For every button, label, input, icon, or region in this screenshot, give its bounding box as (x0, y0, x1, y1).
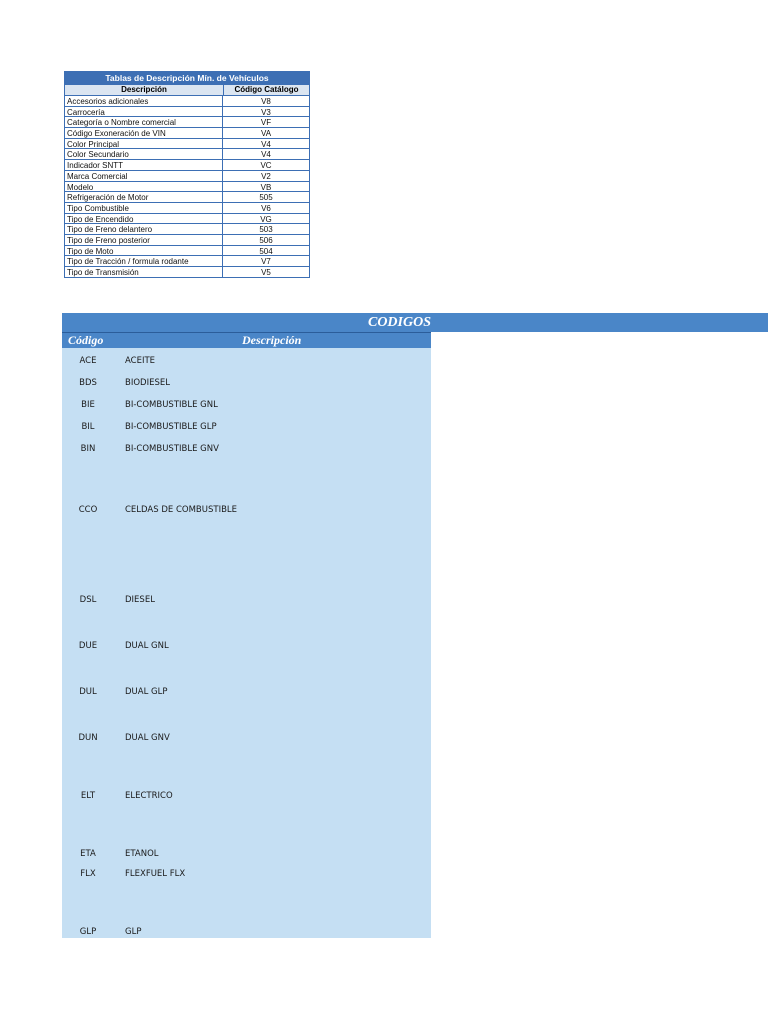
code-row-description: ELECTRICO (125, 791, 173, 801)
catalog-row-description: Modelo (65, 182, 223, 192)
code-row-description: DUAL GLP (125, 687, 168, 697)
code-row-code: BIL (81, 422, 95, 432)
code-row-code: DSL (79, 595, 97, 605)
code-row-description: ACEITE (125, 356, 156, 366)
catalog-row-code: VG (260, 214, 272, 224)
codes-table-body (62, 348, 431, 938)
code-row-description: BI-COMBUSTIBLE GNV (125, 444, 219, 454)
code-row-code: DUN (78, 733, 98, 743)
code-row-code: BIN (80, 444, 96, 454)
catalog-row (64, 182, 310, 193)
codes-column-header (62, 333, 431, 348)
code-row-description: BIODIESEL (125, 378, 170, 388)
code-row-description: GLP (125, 927, 142, 937)
catalog-row (64, 256, 310, 267)
code-row-description: DUAL GNL (125, 641, 169, 651)
catalog-row-description: Carrocería (65, 107, 223, 117)
code-row-description: FLEXFUEL FLX (125, 869, 186, 879)
code-row-code: BDS (79, 378, 97, 388)
catalog-row (64, 96, 310, 107)
code-row-code: GLP (79, 927, 97, 937)
codes-header-description: Descripción (242, 333, 302, 347)
code-row-code: CCO (78, 505, 98, 515)
codes-header-bar (62, 313, 768, 332)
catalog-row-description: Accesorios adicionales (65, 96, 223, 106)
code-row-code: ELT (80, 791, 96, 801)
catalog-row (64, 149, 310, 160)
code-row-code: ACE (79, 356, 97, 366)
code-row-description: BI-COMBUSTIBLE GNL (125, 400, 218, 410)
catalog-row-description: Tipo Combustible (65, 203, 223, 213)
catalog-row-code: VC (260, 161, 272, 171)
catalog-row-code: V4 (261, 139, 271, 149)
catalog-title: Tablas de Descripción Mín. de Vehículos (64, 71, 310, 85)
catalog-row (64, 160, 310, 171)
catalog-header-description: Descripción (65, 85, 224, 95)
catalog-rows (64, 96, 310, 278)
catalog-table (64, 71, 310, 278)
catalog-row-description: Tipo de Freno posterior (65, 235, 223, 245)
catalog-row-code: 504 (259, 246, 273, 256)
catalog-row (64, 192, 310, 203)
code-row (62, 639, 431, 653)
code-row-code: DUE (78, 641, 98, 651)
catalog-row (64, 203, 310, 214)
catalog-row (64, 107, 310, 118)
catalog-row-description: Color Principal (65, 139, 223, 149)
catalog-row-code: 503 (259, 225, 273, 235)
codes-header-code: Código (68, 333, 104, 347)
code-row (62, 376, 431, 390)
code-row (62, 847, 431, 861)
code-row (62, 398, 431, 412)
code-row-code: DUL (79, 687, 97, 697)
code-row (62, 925, 431, 939)
code-row-code: BIE (81, 400, 95, 410)
catalog-row-description: Código Exoneración de VIN (65, 128, 223, 138)
code-row (62, 420, 431, 434)
catalog-row-code: V2 (261, 171, 271, 181)
code-row (62, 354, 431, 368)
catalog-row-description: Tipo de Transmisión (65, 267, 223, 277)
catalog-row-description: Categoría o Nombre comercial (65, 117, 223, 127)
catalog-row (64, 267, 310, 278)
code-row-description: DIESEL (125, 595, 155, 605)
catalog-row-code: V4 (261, 150, 271, 160)
catalog-row-code: V7 (261, 257, 271, 267)
catalog-row-code: 505 (259, 193, 273, 203)
catalog-row (64, 214, 310, 225)
code-row (62, 789, 431, 803)
code-row-description: CELDAS DE COMBUSTIBLE (125, 505, 238, 515)
catalog-row-code: V5 (261, 268, 271, 277)
catalog-row-code: VA (260, 129, 272, 139)
catalog-row-code: 506 (259, 235, 273, 245)
catalog-header-code: Código Catálogo (234, 85, 299, 94)
catalog-row-code: V3 (261, 107, 271, 117)
catalog-row-description: Indicador SNTT (65, 160, 223, 170)
codes-title: CODIGOS (367, 315, 431, 330)
code-row-code: FLX (80, 869, 96, 879)
code-row (62, 685, 431, 699)
code-row-description: DUAL GNV (125, 733, 170, 743)
catalog-row (64, 246, 310, 257)
code-row (62, 731, 431, 745)
catalog-row-description: Marca Comercial (65, 171, 223, 181)
code-row (62, 867, 431, 881)
catalog-row-description: Tipo de Moto (65, 246, 223, 256)
catalog-row-description: Tipo de Tracción / formula rodante (65, 256, 223, 266)
code-row (62, 442, 431, 456)
catalog-row-code: V8 (261, 97, 271, 106)
catalog-row-code: VB (260, 182, 272, 192)
code-row-description: BI-COMBUSTIBLE GLP (125, 422, 217, 432)
catalog-row-code: V6 (261, 203, 271, 213)
catalog-row-description: Refrigeración de Motor (65, 192, 223, 202)
catalog-row (64, 139, 310, 150)
catalog-header-row (64, 85, 310, 96)
catalog-row (64, 235, 310, 246)
catalog-row (64, 128, 310, 139)
catalog-row-code: VF (260, 118, 272, 128)
code-row-description: ETANOL (125, 849, 159, 859)
catalog-row-description: Tipo de Freno delantero (65, 224, 223, 234)
catalog-row (64, 117, 310, 128)
catalog-row (64, 171, 310, 182)
catalog-row (64, 224, 310, 235)
catalog-row-description: Tipo de Encendido (65, 214, 223, 224)
catalog-row-description: Color Secundario (65, 149, 223, 159)
code-row-code: ETA (80, 849, 96, 859)
code-row (62, 593, 431, 607)
code-row (62, 503, 431, 517)
